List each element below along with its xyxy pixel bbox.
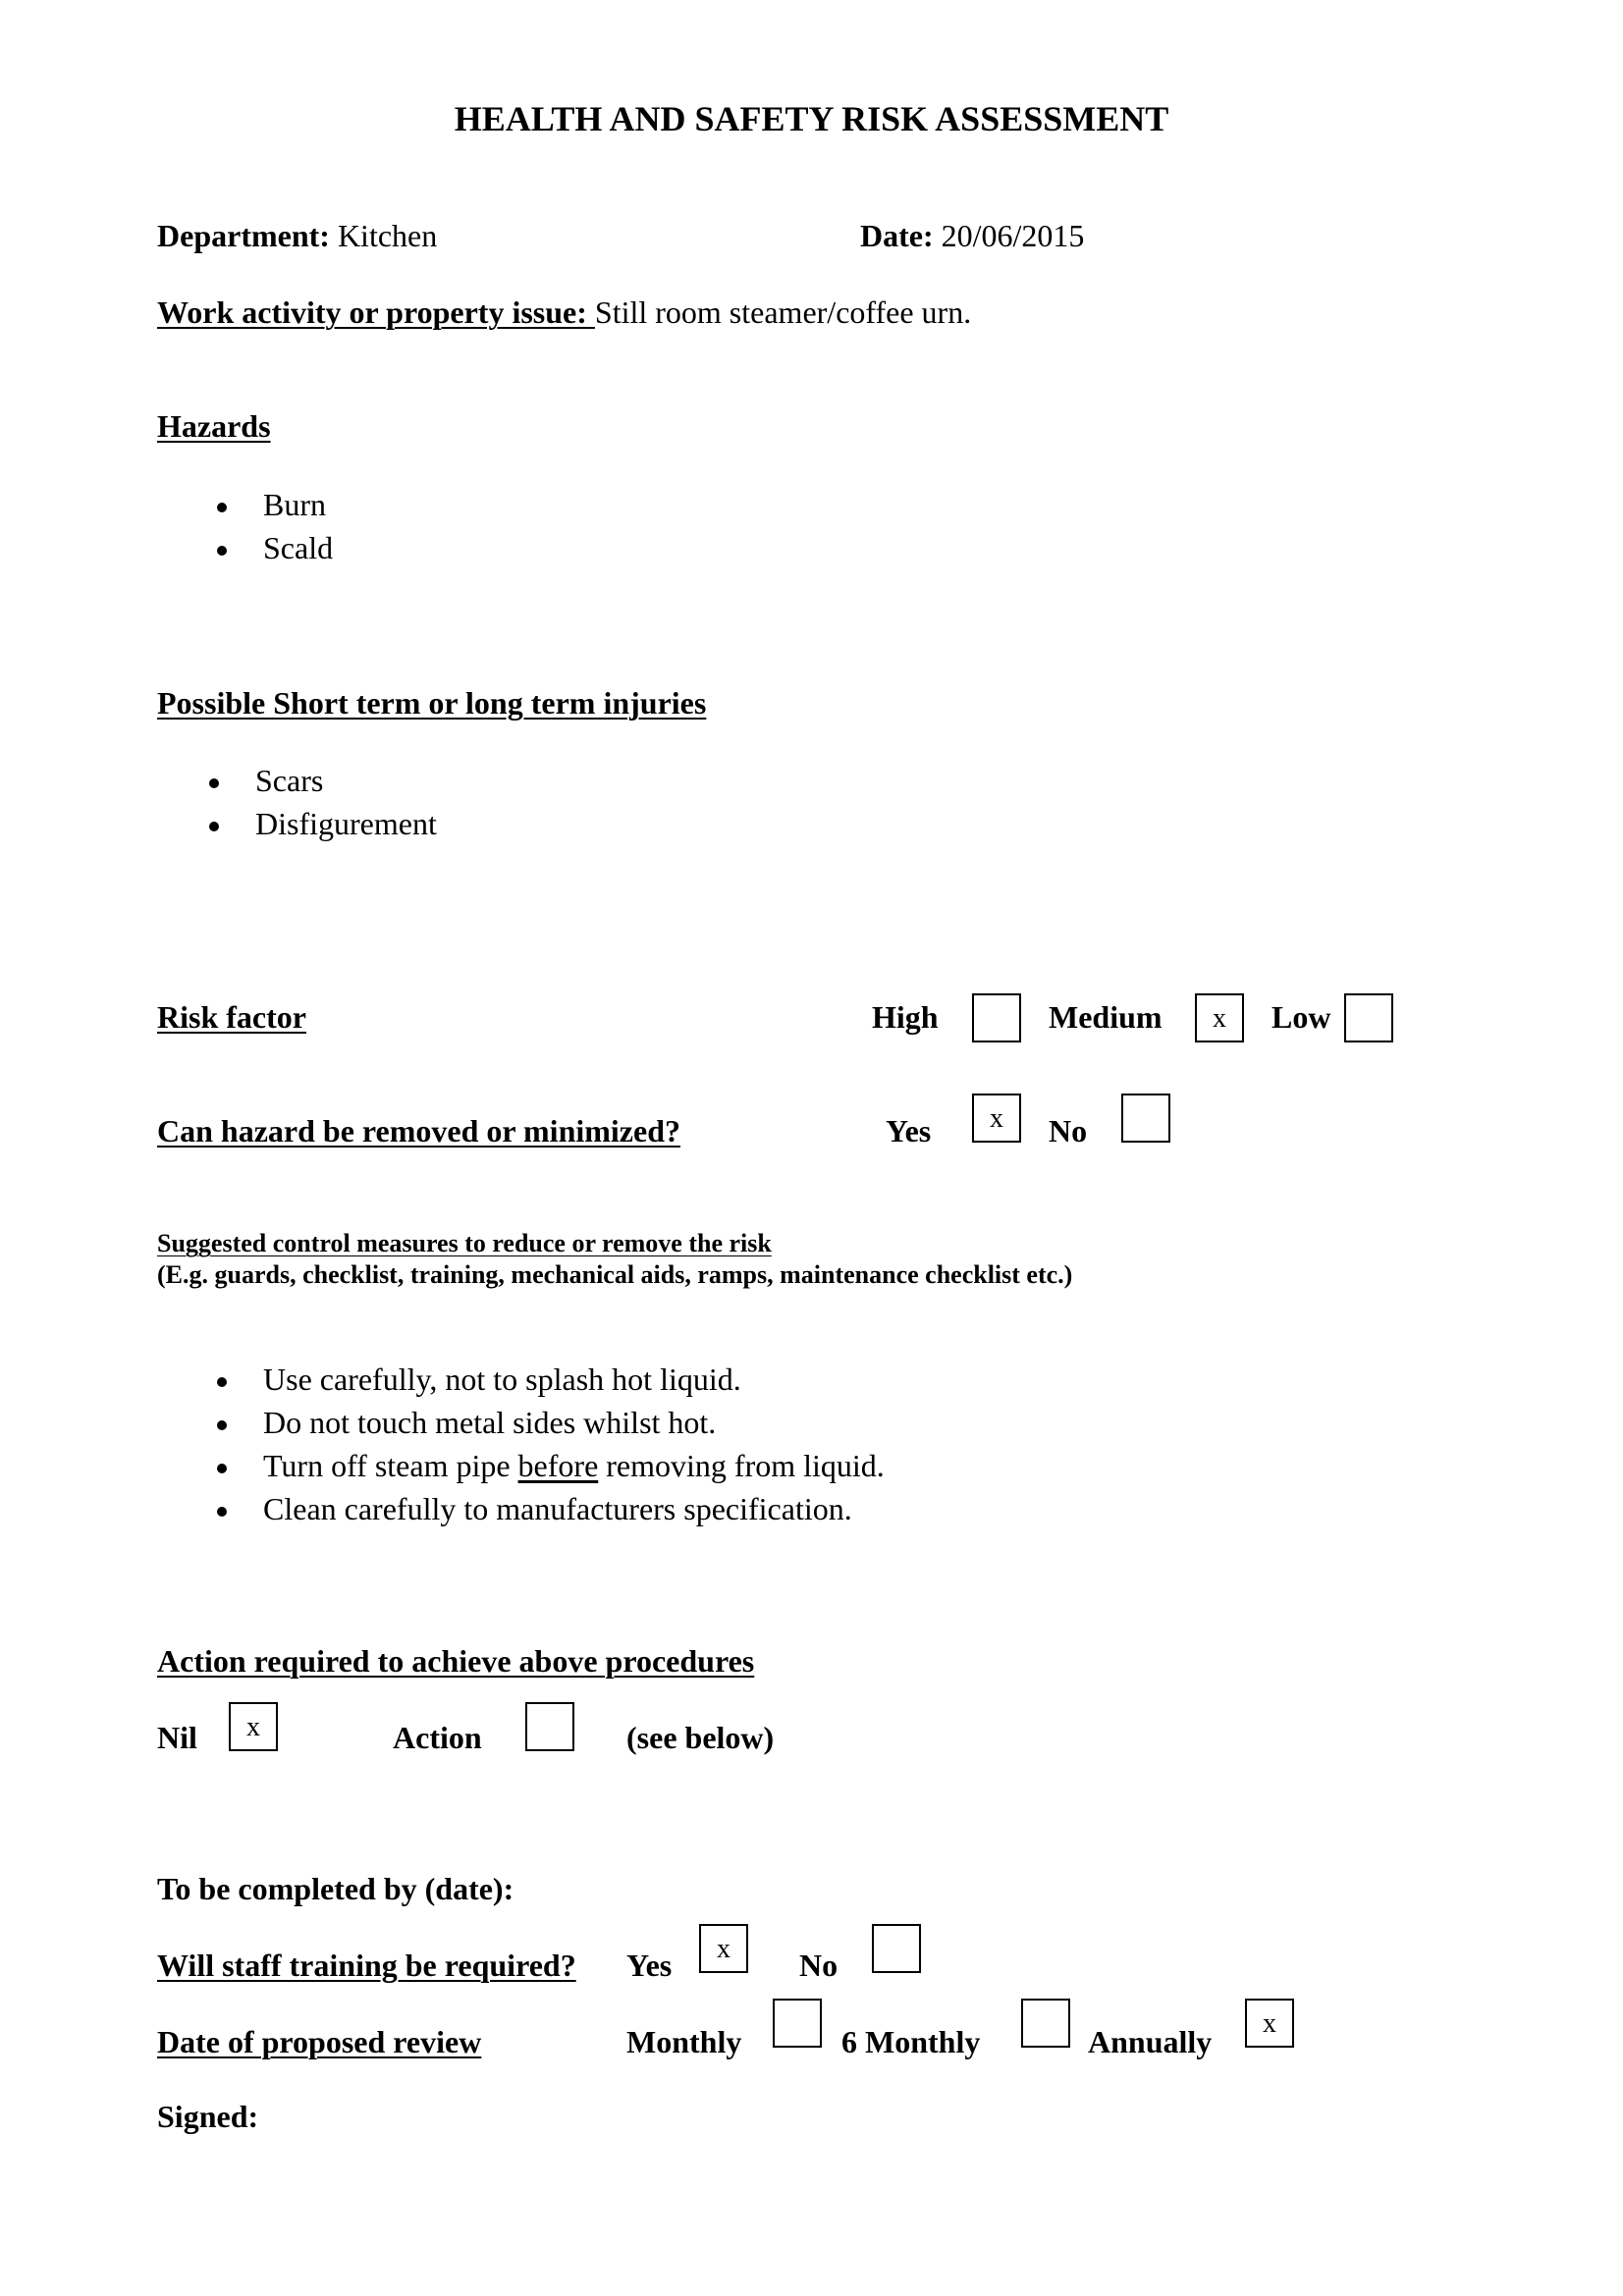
bullet-icon [217, 1377, 227, 1387]
injury-item: Disfigurement [255, 806, 437, 841]
bullet-icon [217, 1420, 227, 1430]
bullet-icon [217, 1507, 227, 1517]
action-required-heading: Action required to achieve above procedures [157, 1643, 755, 1679]
control-measure-item: Do not touch metal sides whilst hot. [263, 1405, 717, 1440]
bullet-icon [217, 546, 227, 556]
staff-training-yes-checkbox[interactable]: x [699, 1924, 748, 1973]
review-label: Date of proposed review [157, 2024, 482, 2059]
date-field [860, 218, 1084, 254]
control-measure-item: Clean carefully to manufacturers specification. [263, 1491, 852, 1526]
staff-training-no-checkbox[interactable] [872, 1924, 921, 1973]
bullet-icon [217, 503, 227, 512]
risk-medium-checkbox[interactable]: x [1195, 993, 1244, 1042]
hazard-removed-yes-checkbox[interactable]: x [972, 1094, 1021, 1143]
department-field [157, 218, 437, 254]
completed-by-label: To be completed by (date): [157, 1871, 514, 1906]
department-label: Department: [157, 218, 330, 253]
hazard-removed-no-checkbox[interactable] [1121, 1094, 1170, 1143]
review-six-monthly-label: 6 Monthly [841, 2024, 981, 2059]
risk-medium-label: Medium [1049, 999, 1163, 1035]
control-measure-emphasis: before [517, 1448, 599, 1483]
hazard-removed-label: Can hazard be removed or minimized? [157, 1113, 680, 1148]
department-value: Kitchen [337, 218, 438, 253]
injury-item: Scars [255, 763, 324, 798]
hazard-item: Burn [263, 487, 326, 522]
control-measures-subheading: (E.g. guards, checklist, training, mechanical aids, ramps, maintenance checklist etc.) [157, 1260, 1073, 1289]
hazards-heading: Hazards [157, 408, 271, 444]
risk-low-checkbox[interactable] [1344, 993, 1393, 1042]
action-nil-label: Nil [157, 1720, 197, 1755]
control-measures-heading: Suggested control measures to reduce or remove the risk [157, 1229, 772, 1257]
control-measure-item: Use carefully, not to splash hot liquid. [263, 1362, 741, 1397]
bullet-icon [217, 1464, 227, 1473]
risk-high-checkbox[interactable] [972, 993, 1021, 1042]
action-action-label: Action [393, 1720, 482, 1755]
risk-low-label: Low [1271, 999, 1331, 1035]
hazard-removed-no-label: No [1049, 1113, 1088, 1148]
review-six-monthly-checkbox[interactable] [1021, 1999, 1070, 2048]
work-activity-field [157, 294, 971, 331]
control-measure-text: removing from liquid. [598, 1448, 885, 1483]
risk-factor-label: Risk factor [157, 999, 306, 1035]
bullet-icon [209, 822, 219, 831]
review-annually-label: Annually [1088, 2024, 1213, 2059]
work-activity-label: Work activity or property issue: [157, 294, 595, 330]
action-action-checkbox[interactable] [525, 1702, 574, 1751]
staff-training-no-label: No [799, 1948, 839, 1983]
control-measure-text: Turn off steam pipe [263, 1448, 518, 1483]
action-nil-checkbox[interactable]: x [229, 1702, 278, 1751]
signed-label: Signed: [157, 2099, 259, 2134]
risk-high-label: High [872, 999, 939, 1035]
date-label: Date: [860, 218, 934, 253]
injuries-heading: Possible Short term or long term injuries [157, 685, 707, 721]
staff-training-label: Will staff training be required? [157, 1948, 576, 1983]
hazard-removed-yes-label: Yes [886, 1113, 932, 1148]
page-title: HEALTH AND SAFETY RISK ASSESSMENT [454, 99, 1169, 138]
action-see-below: (see below) [626, 1720, 775, 1755]
review-monthly-label: Monthly [626, 2024, 742, 2059]
hazard-item: Scald [263, 530, 334, 565]
staff-training-yes-label: Yes [626, 1948, 673, 1983]
work-activity-value: Still room steamer/coffee urn. [594, 294, 972, 330]
control-measure-item [263, 1448, 885, 1484]
review-annually-checkbox[interactable]: x [1245, 1999, 1294, 2048]
date-value: 20/06/2015 [941, 218, 1085, 253]
bullet-icon [209, 778, 219, 788]
review-monthly-checkbox[interactable] [773, 1999, 822, 2048]
